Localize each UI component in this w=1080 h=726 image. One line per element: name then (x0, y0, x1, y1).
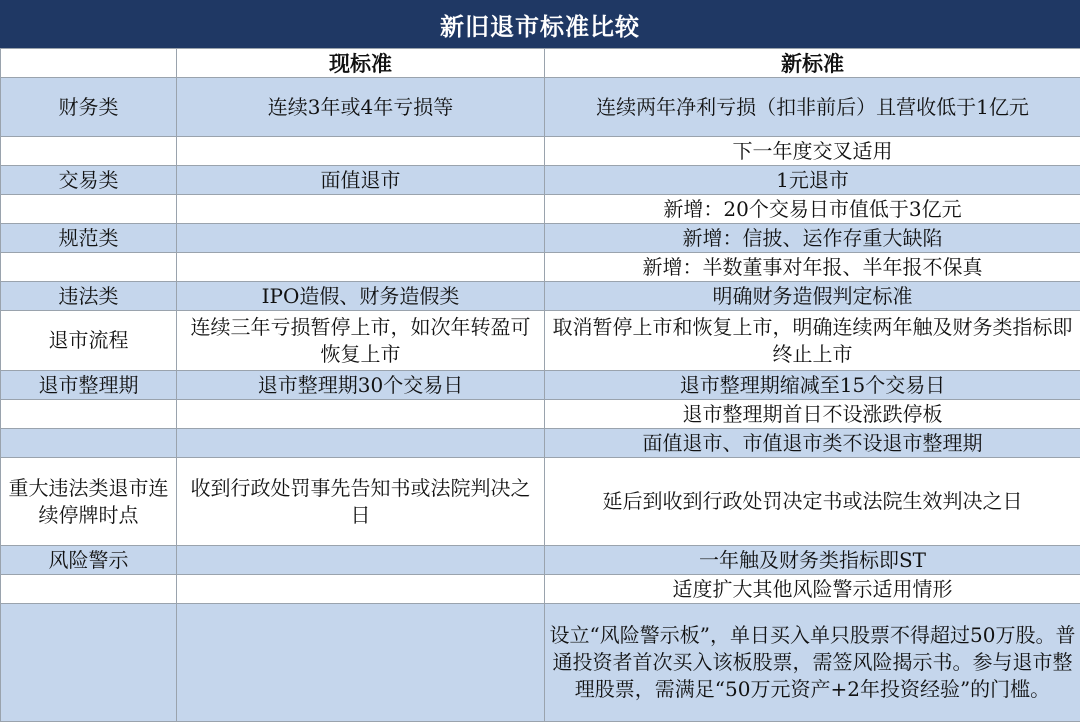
table-row (1, 546, 1080, 575)
row-category: 风险警示 (1, 546, 177, 575)
row-current-standard: 退市整理期30个交易日 (177, 371, 545, 400)
row-current-standard: 面值退市 (177, 166, 545, 195)
row-current-standard: 连续三年亏损暂停上市，如次年转盈可恢复上市 (177, 311, 545, 371)
table-row (1, 166, 1080, 195)
row-category (1, 604, 177, 722)
row-category: 退市流程 (1, 311, 177, 371)
row-new-standard: 适度扩大其他风险警示适用情形 (545, 575, 1080, 604)
comparison-table (0, 48, 1080, 722)
table-row (1, 604, 1080, 722)
row-current-standard (177, 604, 545, 722)
row-category: 财务类 (1, 78, 177, 137)
table-row (1, 575, 1080, 604)
table-row (1, 137, 1080, 166)
row-current-standard (177, 253, 545, 282)
table-row (1, 224, 1080, 253)
table-row (1, 458, 1080, 546)
table-row (1, 282, 1080, 311)
row-category: 交易类 (1, 166, 177, 195)
row-new-standard: 下一年度交叉适用 (545, 137, 1080, 166)
table-row (1, 253, 1080, 282)
row-category (1, 429, 177, 458)
row-current-standard: 连续3年或4年亏损等 (177, 78, 545, 137)
table-row (1, 400, 1080, 429)
row-current-standard: IPO造假、财务造假类 (177, 282, 545, 311)
table-row (1, 78, 1080, 137)
row-current-standard (177, 224, 545, 253)
row-category (1, 400, 177, 429)
row-category: 重大违法类退市连续停牌时点 (1, 458, 177, 546)
header-category (1, 49, 177, 78)
row-category (1, 575, 177, 604)
row-current-standard (177, 400, 545, 429)
row-new-standard: 面值退市、市值退市类不设退市整理期 (545, 429, 1080, 458)
row-category (1, 137, 177, 166)
row-category: 退市整理期 (1, 371, 177, 400)
row-new-standard: 连续两年净利亏损（扣非前后）且营收低于1亿元 (545, 78, 1080, 137)
row-current-standard (177, 137, 545, 166)
row-new-standard: 退市整理期缩减至15个交易日 (545, 371, 1080, 400)
table-title: 新旧退市标准比较 (0, 0, 1080, 48)
row-category (1, 195, 177, 224)
row-new-standard: 明确财务造假判定标准 (545, 282, 1080, 311)
table-row (1, 195, 1080, 224)
row-new-standard: 退市整理期首日不设涨跌停板 (545, 400, 1080, 429)
header-row (1, 49, 1080, 78)
row-new-standard: 设立“风险警示板”，单日买入单只股票不得超过50万股。普通投资者首次买入该板股票，需签风险揭示书。参与退市整理股票，需满足“50万元资产+2年投资经验”的门槛。 (545, 604, 1080, 722)
row-current-standard (177, 195, 545, 224)
row-new-standard: 新增：信披、运作存重大缺陷 (545, 224, 1080, 253)
row-new-standard: 取消暂停上市和恢复上市，明确连续两年触及财务类指标即终止上市 (545, 311, 1080, 371)
row-current-standard: 收到行政处罚事先告知书或法院判决之日 (177, 458, 545, 546)
table-row (1, 429, 1080, 458)
row-category: 规范类 (1, 224, 177, 253)
row-category: 违法类 (1, 282, 177, 311)
row-current-standard (177, 546, 545, 575)
row-category (1, 253, 177, 282)
row-new-standard: 一年触及财务类指标即ST (545, 546, 1080, 575)
row-current-standard (177, 575, 545, 604)
table-row (1, 371, 1080, 400)
header-current-standard: 现标准 (177, 49, 545, 78)
row-new-standard: 新增：20个交易日市值低于3亿元 (545, 195, 1080, 224)
row-current-standard (177, 429, 545, 458)
row-new-standard: 延后到收到行政处罚决定书或法院生效判决之日 (545, 458, 1080, 546)
table-row (1, 311, 1080, 371)
header-new-standard: 新标准 (545, 49, 1080, 78)
row-new-standard: 1元退市 (545, 166, 1080, 195)
row-new-standard: 新增：半数董事对年报、半年报不保真 (545, 253, 1080, 282)
